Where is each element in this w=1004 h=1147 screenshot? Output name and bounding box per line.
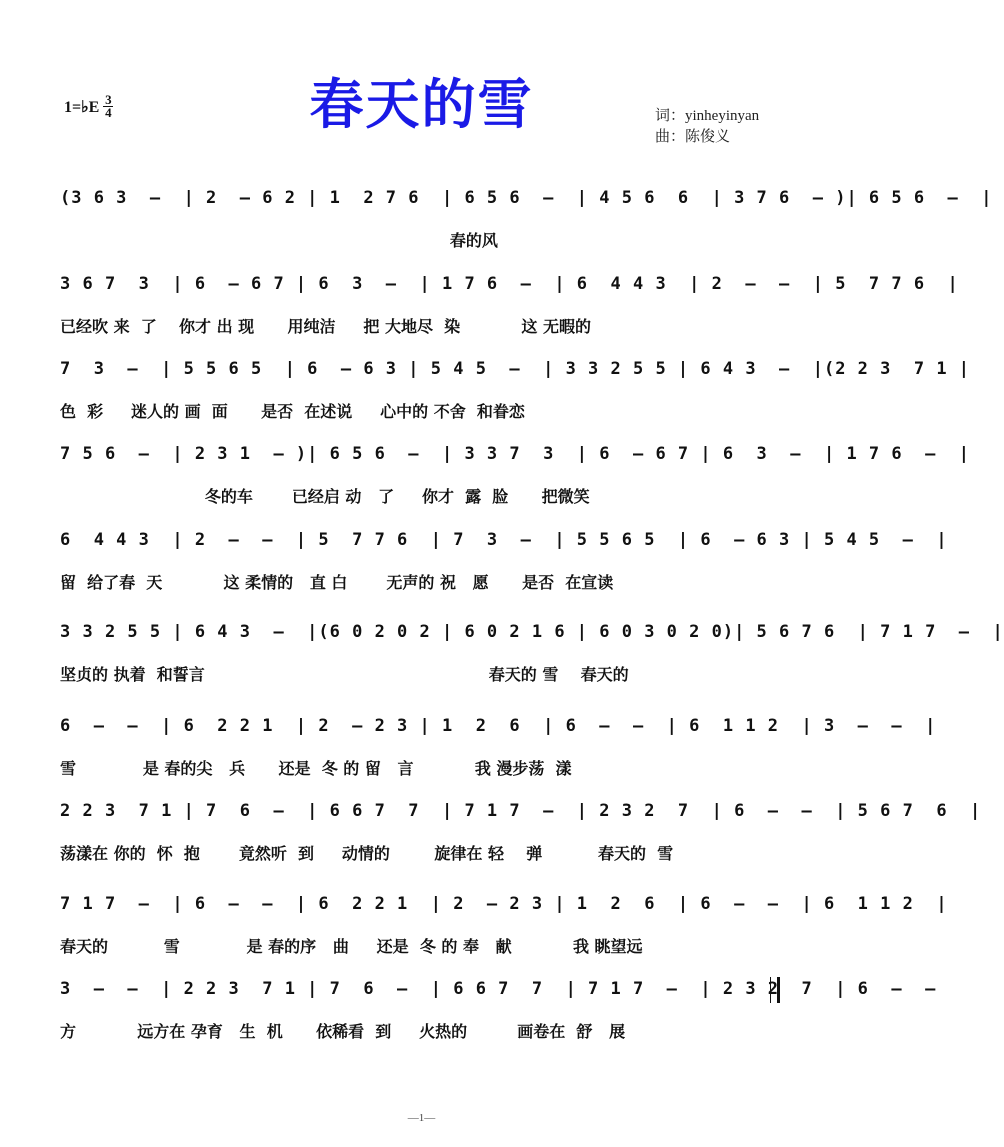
time-unit: 4 xyxy=(105,105,112,120)
notation-line: (3 6 3 — | 2 — 6 2 | 1 2 7 6 | 6 5 6 — | 4 5 6 6 | 3 7 6 — )| 6 5 6 — | xyxy=(60,188,993,208)
notation-line: 6 4 4 3 | 2 — — | 5 7 7 6 | 7 3 — | 5 5 6 5 | 6 — 6 3 | 5 4 5 — | xyxy=(60,530,948,550)
notation-line: 2 2 3 7 1 | 7 6 — | 6 6 7 7 | 7 1 7 — | 2 3 2 7 | 6 — — | 5 6 7 6 | xyxy=(60,801,982,821)
score-row xyxy=(60,801,982,881)
score-row xyxy=(60,979,948,1059)
lyric-line: 雪 是 春的尖 兵 还是 冬 的 留 言 我 漫步荡 漾 xyxy=(60,759,572,778)
key-signature xyxy=(64,94,113,119)
notation-line: 3 3 2 5 5 | 6 4 3 — |(6 0 2 0 2 | 6 0 2 1 6 | 6 0 3 0 2 0)| 5 6 7 6 | 7 1 7 — | xyxy=(60,622,1004,642)
score-row xyxy=(60,894,948,974)
score-row xyxy=(60,716,937,796)
credits xyxy=(655,106,759,148)
lyric-line: 荡漾在 你的 怀 抱 竟然听 到 动情的 旋律在 轻 弹 春天的 雪 xyxy=(60,844,674,863)
notation-line: 7 5 6 — | 2 3 1 — )| 6 5 6 — | 3 3 7 3 | 6 — 6 7 | 6 3 — | 1 7 6 — | xyxy=(60,444,971,464)
lyric-line: 春天的 雪 是 春的序 曲 还是 冬 的 奉 献 我 眺望远 xyxy=(60,937,643,956)
lyric-line: 留 给了春 天 这 柔情的 直 白 无声的 祝 愿 是否 在宣读 xyxy=(60,573,614,592)
lyric-line: 坚贞的 执着 和誓言 春天的 雪 春天的 xyxy=(60,665,629,684)
lyric-line: 已经吹 来 了 你才 出 现 用纯洁 把 大地尽 染 这 无暇的 xyxy=(60,317,591,336)
lyric-line: 色 彩 迷人的 画 面 是否 在述说 心中的 不舍 和眷恋 xyxy=(60,402,525,421)
score-row xyxy=(60,188,993,268)
lyric-line: 春的风 xyxy=(60,231,498,250)
lyricist: 词：yinheyinyan xyxy=(655,108,760,124)
notation-line: 7 1 7 — | 6 — — | 6 2 2 1 | 2 — 2 3 | 1 2 6 | 6 — — | 6 1 1 2 | xyxy=(60,894,948,914)
song-title: 春天的雪 xyxy=(309,73,534,136)
score-row xyxy=(60,444,971,524)
lyric-line: 冬的车 已经启 动 了 你才 露 脸 把微笑 xyxy=(60,487,590,506)
notation-line: 7 3 — | 5 5 6 5 | 6 — 6 3 | 5 4 5 — | 3 3 2 5 5 | 6 4 3 — |(2 2 3 7 1 | xyxy=(60,359,971,379)
score-row xyxy=(60,359,971,439)
notation-line: 3 6 7 3 | 6 — 6 7 | 6 3 — | 1 7 6 — | 6 4 4 3 | 2 — — | 5 7 7 6 | xyxy=(60,274,959,294)
page-number: —1— xyxy=(407,1112,436,1124)
final-barline xyxy=(770,977,780,1003)
time-beats: 3 xyxy=(105,92,112,107)
composer: 曲：陈俊义 xyxy=(655,129,731,145)
notation-line: 3 — — | 2 2 3 7 1 | 7 6 — | 6 6 7 7 | 7 1 7 — | 2 3 2 7 | 6 — — xyxy=(60,979,948,999)
score-row xyxy=(60,622,1004,702)
score-row xyxy=(60,274,959,354)
key-label: 1=♭E xyxy=(64,98,100,116)
time-signature xyxy=(103,94,113,119)
lyric-line: 方 远方在 孕育 生 机 依稀看 到 火热的 画卷在 舒 展 xyxy=(60,1022,626,1041)
score-row xyxy=(60,530,948,610)
notation-line: 6 — — | 6 2 2 1 | 2 — 2 3 | 1 2 6 | 6 — — | 6 1 1 2 | 3 — — | xyxy=(60,716,937,736)
